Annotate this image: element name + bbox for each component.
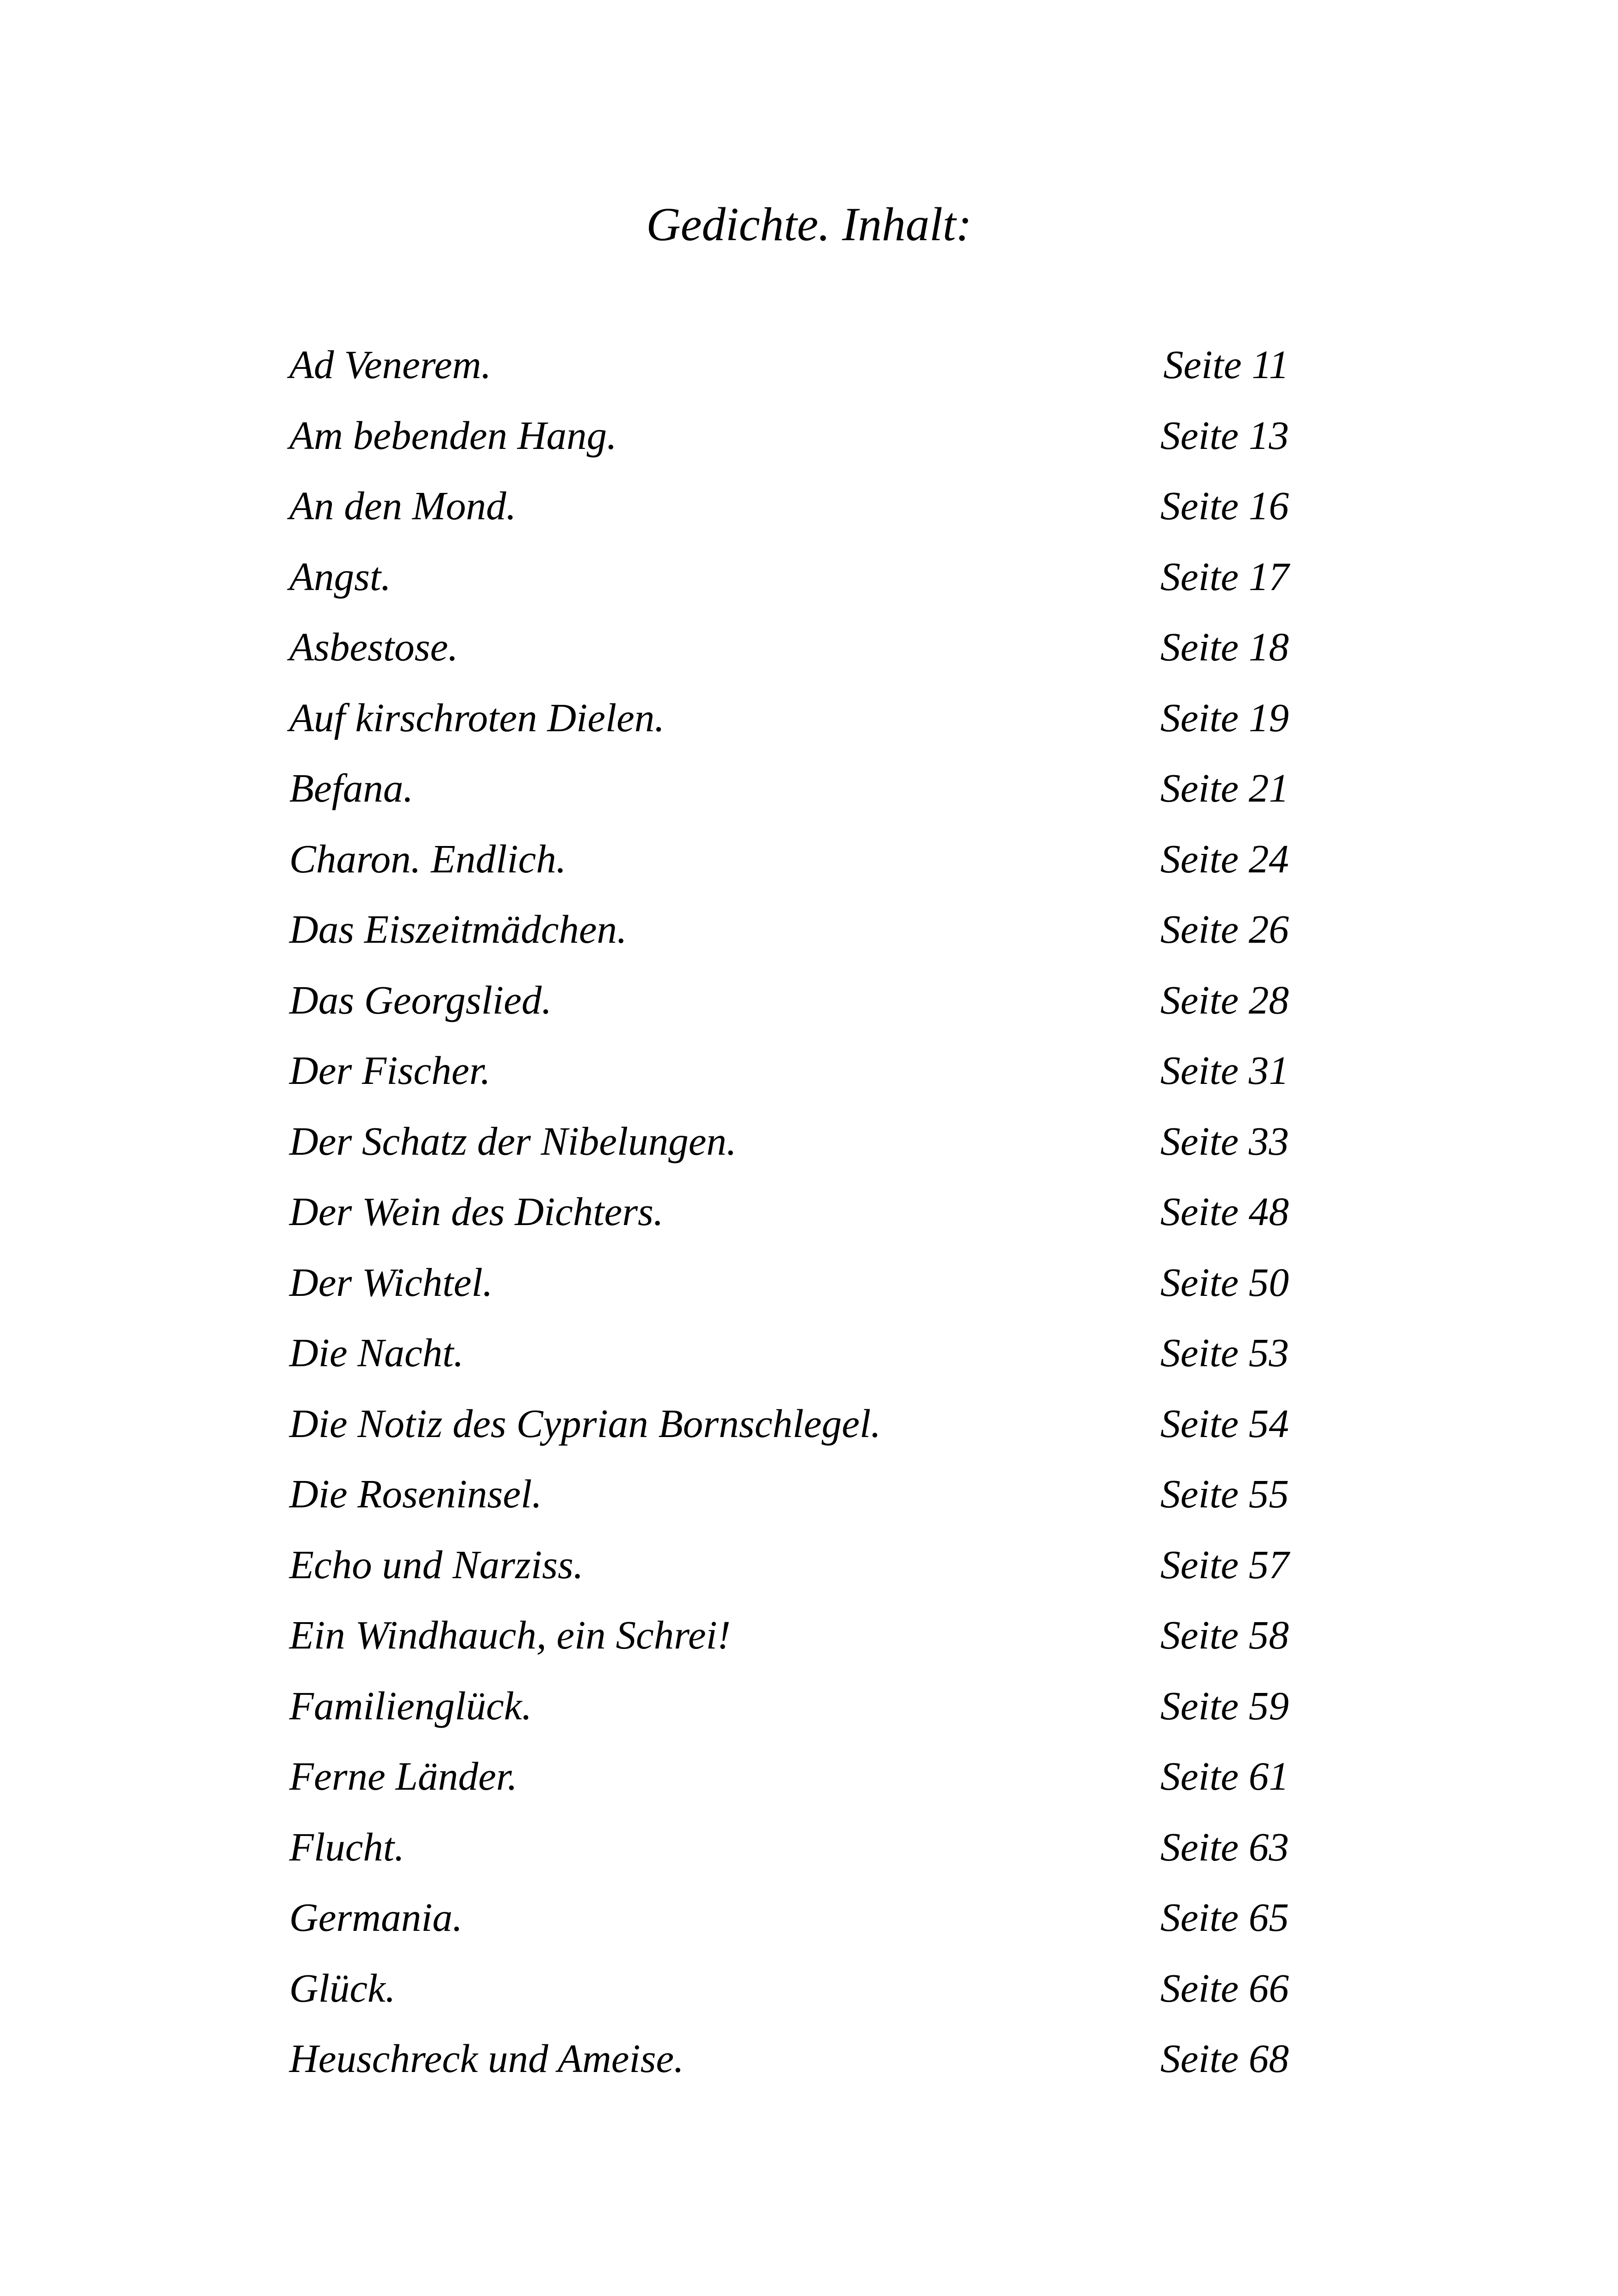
toc-entry <box>289 894 1289 965</box>
toc-entry-page: Seite 17 <box>1160 554 1289 599</box>
toc-entry <box>289 753 1289 824</box>
toc-entry-title: Heuschreck und Ameise. <box>289 2036 684 2081</box>
toc-entry-page: Seite 50 <box>1160 1259 1289 1305</box>
toc-entry-page: Seite 61 <box>1160 1754 1289 1798</box>
toc-entry-title: Ein Windhauch, ein Schrei! <box>289 1612 731 1657</box>
toc-entry-page: Seite 21 <box>1160 765 1289 810</box>
toc-entry <box>289 1600 1289 1671</box>
toc-entry-title: Das Georgslied. <box>289 977 552 1022</box>
toc-entry-title: Befana. <box>289 765 414 810</box>
toc-entry <box>289 1812 1289 1883</box>
toc-entry-page: Seite 28 <box>1160 977 1289 1022</box>
toc-entry <box>289 541 1289 612</box>
toc-entry <box>289 965 1289 1036</box>
toc-entry <box>289 1741 1289 1812</box>
toc-entry-page: Seite 53 <box>1160 1330 1289 1375</box>
toc-entry <box>289 683 1289 753</box>
toc-entry-title: Asbestose. <box>289 624 458 669</box>
toc-entry-title: Angst. <box>289 554 391 599</box>
table-of-contents <box>289 330 1289 2094</box>
toc-entry <box>289 1530 1289 1600</box>
toc-entry <box>289 1318 1289 1388</box>
toc-entry <box>289 1035 1289 1106</box>
toc-entry-page: Seite 18 <box>1160 624 1289 669</box>
toc-entry-page: Seite 33 <box>1160 1118 1289 1164</box>
toc-entry-title: Familienglück. <box>289 1683 532 1728</box>
toc-entry-title: Germania. <box>289 1895 463 1940</box>
toc-entry-page: Seite 59 <box>1160 1683 1289 1728</box>
toc-entry-page: Seite 11 <box>1163 342 1289 387</box>
toc-entry-title: Die Roseninsel. <box>289 1471 542 1516</box>
toc-entry-title: Auf kirschroten Dielen. <box>289 695 665 740</box>
toc-entry-page: Seite 58 <box>1160 1612 1289 1657</box>
toc-entry <box>289 1176 1289 1247</box>
toc-entry-title: Die Notiz des Cyprian Bornschlegel. <box>289 1400 881 1446</box>
toc-entry-title: Ad Venerem. <box>289 342 492 387</box>
toc-entry <box>289 1671 1289 1742</box>
toc-entry-page: Seite 55 <box>1160 1471 1289 1516</box>
toc-entry <box>289 400 1289 471</box>
toc-entry-page: Seite 68 <box>1160 2036 1289 2081</box>
toc-entry-page: Seite 54 <box>1160 1400 1289 1446</box>
toc-entry <box>289 1882 1289 1953</box>
toc-entry-page: Seite 48 <box>1160 1189 1289 1234</box>
toc-entry-page: Seite 24 <box>1160 836 1289 881</box>
toc-entry-title: An den Mond. <box>289 483 517 528</box>
toc-entry-title: Ferne Länder. <box>289 1754 517 1798</box>
toc-entry-title: Der Wein des Dichters. <box>289 1189 664 1234</box>
page-title: Gedichte. Inhalt: <box>646 198 972 251</box>
toc-entry-title: Am bebenden Hang. <box>289 412 617 458</box>
toc-entry <box>289 1459 1289 1530</box>
toc-entry-title: Das Eiszeitmädchen. <box>289 907 627 952</box>
toc-entry-title: Glück. <box>289 1965 396 2010</box>
toc-entry-page: Seite 13 <box>1160 412 1289 458</box>
toc-entry-title: Der Wichtel. <box>289 1259 493 1305</box>
toc-entry-page: Seite 16 <box>1160 483 1289 528</box>
toc-entry-page: Seite 57 <box>1160 1542 1289 1587</box>
toc-entry <box>289 824 1289 895</box>
toc-entry-title: Charon. Endlich. <box>289 836 566 881</box>
toc-entry <box>289 1388 1289 1459</box>
toc-entry-title: Die Nacht. <box>289 1330 464 1375</box>
toc-entry-page: Seite 26 <box>1160 907 1289 952</box>
toc-entry-page: Seite 65 <box>1160 1895 1289 1940</box>
toc-entry-page: Seite 19 <box>1160 695 1289 740</box>
toc-entry <box>289 1106 1289 1177</box>
toc-entry-page: Seite 66 <box>1160 1965 1289 2010</box>
toc-entry-page: Seite 63 <box>1160 1824 1289 1869</box>
toc-entry-title: Der Schatz der Nibelungen. <box>289 1118 737 1164</box>
toc-entry <box>289 612 1289 683</box>
toc-entry <box>289 1953 1289 2024</box>
toc-entry-title: Der Fischer. <box>289 1048 491 1093</box>
toc-entry <box>289 2023 1289 2094</box>
toc-entry <box>289 1247 1289 1318</box>
toc-entry-title: Flucht. <box>289 1824 404 1869</box>
toc-entry-title: Echo und Narziss. <box>289 1542 584 1587</box>
toc-entry <box>289 471 1289 541</box>
toc-entry <box>289 330 1289 400</box>
toc-entry-page: Seite 31 <box>1160 1048 1289 1093</box>
